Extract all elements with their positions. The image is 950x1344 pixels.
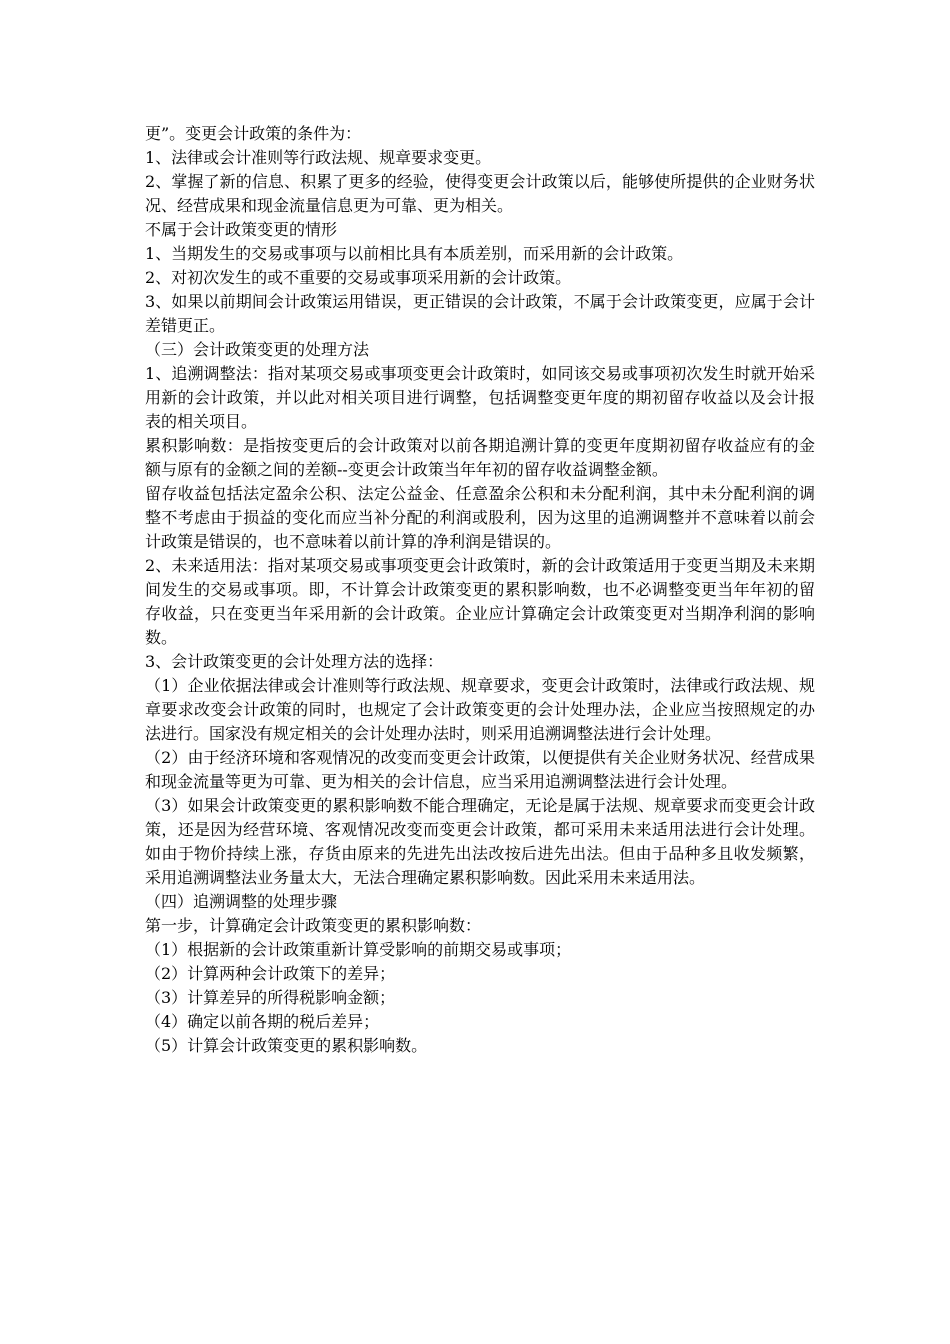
paragraph: 3、会计政策变更的会计处理方法的选择： <box>145 652 444 671</box>
paragraph: 留存收益包括法定盈余公积、法定公益金、任意盈余公积和未分配利润，其中未分配利润的调整不考虑由于损益的变化而应当补分配的利润或股利，因为这里的追溯调整并不意味着以前会计政策是错误的，也不意味着以前计算的净利润是错误的。 <box>145 484 815 551</box>
list-item: （4）确定以前各期的税后差异； <box>145 1012 380 1031</box>
list-item: （5）计算会计政策变更的累积影响数。 <box>145 1036 428 1055</box>
paragraph: 第一步，计算确定会计政策变更的累积影响数： <box>145 916 482 935</box>
section-heading: 不属于会计政策变更的情形 <box>145 220 338 239</box>
section-heading: （四）追溯调整的处理步骤 <box>145 892 338 911</box>
paragraph: （3）如果会计政策变更的累积影响数不能合理确定，无论是属于法规、规章要求而变更会计政策，还是因为经营环境、客观情况改变而变更会计政策，都可采用未来适用法进行会计处理。如由于物价持续上涨，存货由原来的先进先出法改按后进先出法。但由于品种多且收发频繁，采用追溯调整法业务量太大，无法合理确定累积影响数。因此采用未来适用法。 <box>145 796 815 887</box>
list-item: （1）根据新的会计政策重新计算受影响的前期交易或事项； <box>145 940 572 959</box>
paragraph: 2、未来适用法：指对某项交易或事项变更会计政策时，新的会计政策适用于变更当期及未来期间发生的交易或事项。即，不计算会计政策变更的累积影响数，也不必调整变更当年年初的留存收益，只在变更当年采用新的会计政策。企业应计算确定会计政策变更对当期净利润的影响数。 <box>145 556 815 647</box>
paragraph: 1、追溯调整法：指对某项交易或事项变更会计政策时，如同该交易或事项初次发生时就开始采用新的会计政策，并以此对相关项目进行调整，包括调整变更年度的期初留存收益以及会计报表的相关项目。 <box>145 364 815 431</box>
paragraph: 2、掌握了新的信息、积累了更多的经验，使得变更会计政策以后，能够使所提供的企业财务状况、经营成果和现金流量信息更为可靠、更为相关。 <box>145 172 815 215</box>
list-item: （2）计算两种会计政策下的差异； <box>145 964 396 983</box>
paragraph: 2、对初次发生的或不重要的交易或事项采用新的会计政策。 <box>145 268 572 287</box>
document-body <box>145 122 815 1058</box>
list-item: （3）计算差异的所得税影响金额； <box>145 988 396 1007</box>
paragraph: （2）由于经济环境和客观情况的改变而变更会计政策，以便提供有关企业财务状况、经营成果和现金流量等更为可靠、更为相关的会计信息，应当采用追溯调整法进行会计处理。 <box>145 748 815 791</box>
paragraph: 更”。变更会计政策的条件为： <box>145 124 362 143</box>
paragraph: （1）企业依据法律或会计准则等行政法规、规章要求，变更会计政策时，法律或行政法规、规章要求改变会计政策的同时，也规定了会计政策变更的会计处理办法，企业应当按照规定的办法进行。国家没有规定相关的会计处理办法时，则采用追溯调整法进行会计处理。 <box>145 676 815 743</box>
paragraph: 1、法律或会计准则等行政法规、规章要求变更。 <box>145 148 492 167</box>
paragraph: 累积影响数：是指按变更后的会计政策对以前各期追溯计算的变更年度期初留存收益应有的金额与原有的金额之间的差额--变更会计政策当年年初的留存收益调整金额。 <box>145 436 815 479</box>
paragraph: 3、如果以前期间会计政策运用错误，更正错误的会计政策，不属于会计政策变更，应属于会计差错更正。 <box>145 292 815 335</box>
paragraph: 1、当期发生的交易或事项与以前相比具有本质差别，而采用新的会计政策。 <box>145 244 684 263</box>
section-heading: （三）会计政策变更的处理方法 <box>145 340 370 359</box>
